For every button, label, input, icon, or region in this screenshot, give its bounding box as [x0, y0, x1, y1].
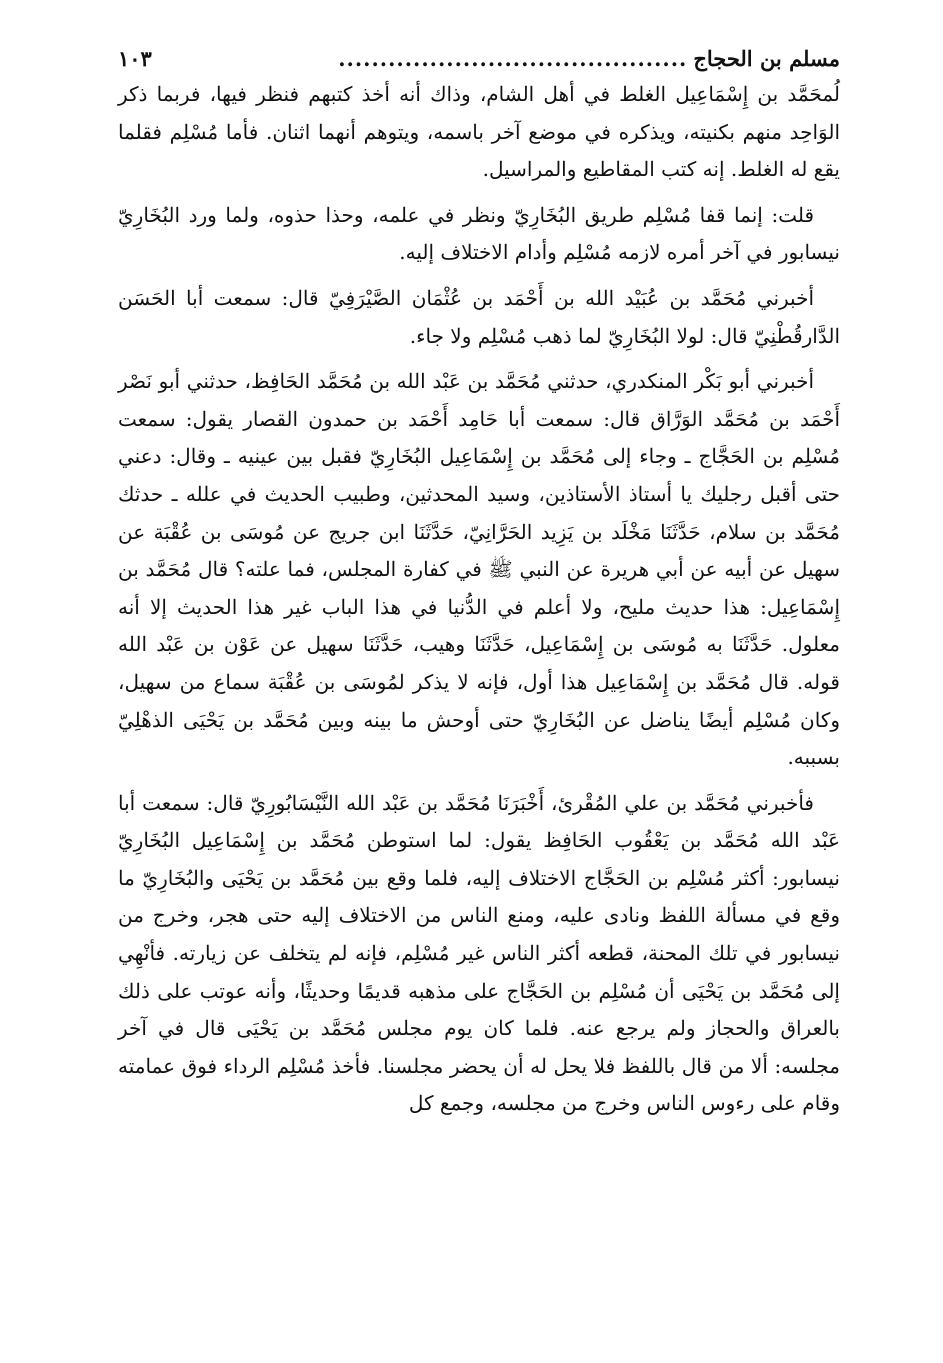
running-header: [118, 44, 840, 76]
leader-dots: ..........................................: [338, 46, 688, 71]
paragraph-continued: لُمحَمَّد بن إِسْمَاعِيل الغلط في أهل الشام، وذاك أنه أخذ كتبهم فنظر فيها، فربما ذكر الوَاحِد منهم بكنيته، ويذكره في موضع آخر باسمه، ويتوهم أنهما اثنان. فأما مُسْلِم فقلما يقع له الغلط. إنه كتب المقاطيع والمراسيل.: [118, 82, 840, 182]
paragraph: فأخبرني مُحَمَّد بن علي المُقْرئ، أَخْبَرَنَا مُحَمَّد بن عَبْد الله النَّيْسَابُورِيّ قال: سمعت أبا عَبْد الله مُحَمَّد بن يَعْقُوب الحَافِظ يقول: لما استوطن مُحَمَّد بن إِسْمَاعِيل البُخَارِيّ نيسابور: أكثر مُسْلِم بن الحَجَّاج الاختلاف إليه، فلما وقع بين مُحَمَّد بن يَحْيَى والبُخَارِيّ ما وقع في مسألة اللفظ ونادى عليه، ومنع الناس من الاختلاف إليه حتى هجر، وخرج من نيسابور في تلك المحنة، قطعه أكثر الناس غير مُسْلِم، فإنه لم يتخلف عن زيارته. فأنْهِي إلى مُحَمَّد بن يَحْيَى أن مُسْلِم بن الحَجَّاج على مذهبه قديمًا وحديثًا، وأنه عوتب على ذلك بالعراق والحجاز ولم يرجع عنه. فلما كان يوم مجلس مُحَمَّد بن يَحْيَى قال في آخر مجلسه: ألا من قال باللفظ فلا يحل له أن يحضر مجلسنا. فأخذ مُسْلِم الرداء فوق عمامته وقام على رءوس الناس وخرج من مجلسه، وجمع كل: [118, 790, 840, 1116]
page-number: ١٠٣: [118, 46, 152, 71]
paragraph: أخبرني مُحَمَّد بن عُبَيْد الله بن أَحْمَد بن عُثْمَان الصَّيْرَفِيّ قال: سمعت أبا الحَسَن الدَّارقُطْنِيّ قال: لولا البُخَارِيّ لما ذهب مُسْلِم ولا جاء.: [118, 285, 840, 348]
paragraph: أخبرني أبو بَكْر المنكدري، حدثني مُحَمَّد بن عَبْد الله بن مُحَمَّد الحَافِظ، حدثني أبو نَصْر أَحْمَد بن مُحَمَّد الوَرَّاق قال: سمعت أبا حَامِد أَحْمَد بن حمدون القصار يقول: سمعت مُسْلِم بن الحَجَّاج ـ وجاء إلى مُحَمَّد بن إِسْمَاعِيل البُخَارِيّ فقبل بين عينيه ـ وقال: دعني حتى أقبل رجليك يا أستاذ الأستاذين، وسيد المحدثين، وطبيب الحديث في علله ـ حدثك مُحَمَّد بن سلام، حَدَّثَنَا مَخْلَد بن يَزِيد الحَرَّانِيّ، حَدَّثَنَا ابن جريج عن مُوسَى بن عُقْبَة عن سهيل عن أبيه عن أبي هريرة عن النبي ﷺ في كفارة المجلس، فما علته؟ قال مُحَمَّد بن إِسْمَاعِيل: هذا حديث مليح، ولا أعلم في الدُّنيا في هذا الباب غير هذا الحديث إلا أنه معلول. حَدَّثَنَا به مُوسَى بن إِسْمَاعِيل، حَدَّثَنَا وهيب، حَدَّثَنَا سهيل عن عَوْن بن عَبْد الله قوله. قال مُحَمَّد بن إِسْمَاعِيل هذا أول، فإنه لا يذكر لمُوسَى بن عُقْبَة سماع من سهيل، وكان مُسْلِم أيضًا يناضل عن البُخَارِيّ حتى أوحش ما بينه وبين مُحَمَّد بن يَحْيَى الذهْلِيّ بسببه.: [118, 369, 840, 770]
running-title: مسلم بن الحجاج: [693, 46, 840, 71]
book-page: [118, 44, 840, 1131]
paragraph: قلت: إنما قفا مُسْلِم طريق البُخَارِيّ ونظر في علمه، وحذا حذوه، ولما ورد البُخَارِيّ نيسابور في آخر أمره لازمه مُسْلِم وأدام الاختلاف إليه.: [118, 202, 840, 265]
